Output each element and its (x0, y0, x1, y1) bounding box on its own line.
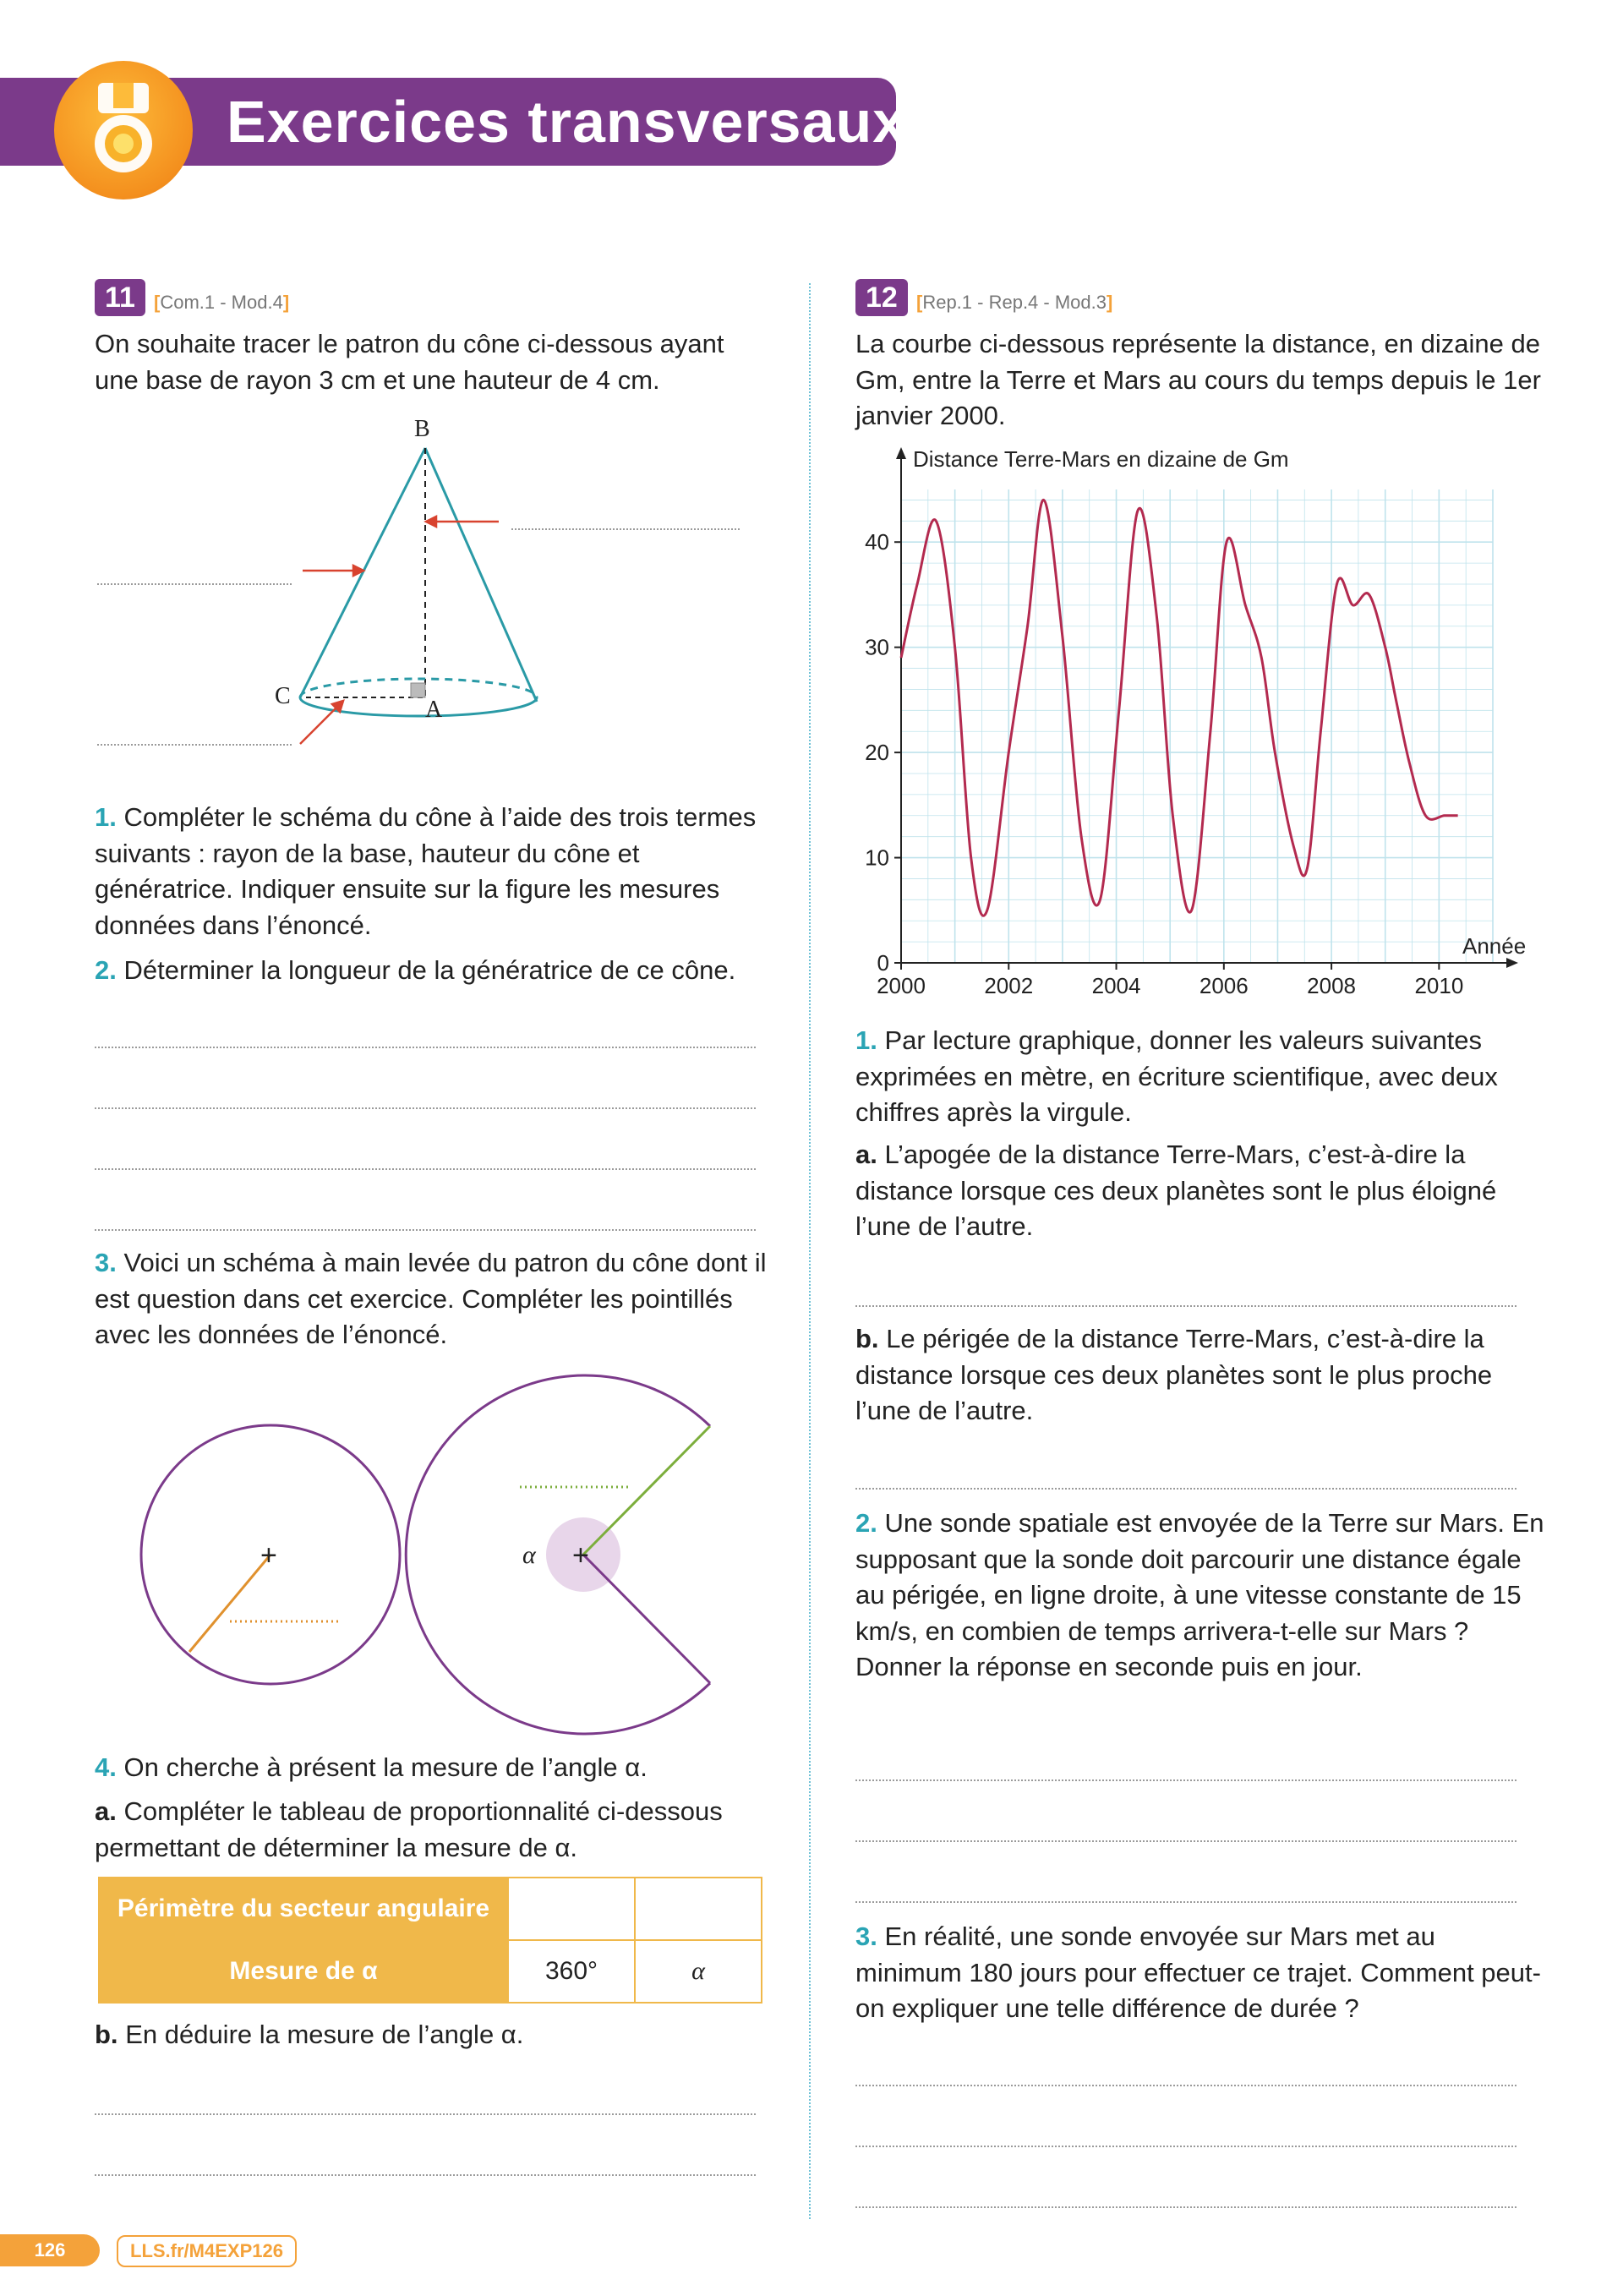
answer-line-q2-b[interactable] (855, 1840, 1516, 1842)
ex11-q4b-num: b. (95, 2020, 118, 2049)
answer-line-q1a[interactable] (855, 1305, 1516, 1307)
ex12-q3 (855, 1919, 1549, 2027)
y-tick-label: 30 (865, 634, 889, 660)
ex12-q1b (855, 1321, 1549, 1430)
exercise-ref-12: [Rep.1 - Rep.4 - Mod.3] (916, 292, 1113, 313)
answer-line-q2-a[interactable] (855, 1779, 1516, 1781)
ex11-q3-num: 3. (95, 1248, 117, 1277)
x-tick-label: 2008 (1307, 973, 1357, 998)
answer-line-q2-2[interactable] (95, 1107, 756, 1109)
answer-line-q4b-1[interactable] (95, 2113, 756, 2115)
label-C: C (275, 683, 291, 709)
ex11-q4-text: On cherche à présent la mesure de l’angle α. (123, 1752, 648, 1782)
chart-xlabel: Année (1462, 933, 1527, 959)
right-angle-mark (411, 683, 425, 697)
y-tick-label: 0 (877, 950, 889, 976)
table-cell-empty-1[interactable] (508, 1878, 635, 1940)
table-header-perimeter: Périmètre du secteur angulaire (99, 1878, 508, 1940)
ex11-q3-text: Voici un schéma à main levée du patron du cône dont il est question dans cet exercice. Compléter les pointillés avec les données de l’énoncé. (95, 1248, 767, 1349)
ex11-q2-num: 2. (95, 955, 117, 985)
ex12-q1 (855, 1023, 1549, 1131)
ex11-q4a-text: Compléter le tableau de proportionnalité ci-dessous permettant de déterminer la mesure de α. (95, 1796, 723, 1862)
y-tick-label: 20 (865, 740, 889, 766)
angle-alpha-label: α (522, 1541, 536, 1569)
table-header-angle: Mesure de α (99, 1940, 508, 2003)
ex12-q2 (855, 1506, 1549, 1686)
ex12-q1a-text: L’apogée de la distance Terre-Mars, c’est-à-dire la distance lorsque ces deux planètes sont le plus éloigné l’une de l’autre. (855, 1140, 1497, 1241)
cone-net-figure (135, 1365, 727, 1737)
column-divider (809, 283, 811, 2219)
answer-line-q3-a[interactable] (855, 2085, 1516, 2086)
ex11-q4b (95, 2017, 771, 2053)
x-tick-label: 2004 (1091, 973, 1141, 998)
answer-line-q2-4[interactable] (95, 1229, 756, 1231)
arrow-height (426, 517, 499, 527)
exercise-number-12: 12 (855, 279, 908, 316)
ex11-intro: On souhaite tracer le patron du cône ci-dessous ayant une base de rayon 3 cm et une hauteur de 4 cm. (95, 329, 724, 395)
ex11-q1-num: 1. (95, 802, 117, 832)
x-axis-arrow (1506, 958, 1518, 968)
table-cell-alpha: α (635, 1940, 762, 2003)
ex12-q1a (855, 1137, 1549, 1245)
label-A: A (425, 697, 443, 723)
answer-line-cone-3[interactable] (97, 744, 292, 746)
ex12-q1-num: 1. (855, 1025, 877, 1055)
medal-icon (54, 61, 193, 200)
y-axis-arrow (896, 447, 906, 459)
x-tick-label: 2010 (1414, 973, 1464, 998)
x-tick-label: 2006 (1199, 973, 1249, 998)
net-base-radius (189, 1555, 270, 1652)
ex11-q1 (95, 800, 771, 943)
proportionality-table (98, 1877, 762, 2004)
x-tick-label: 2002 (984, 973, 1034, 998)
page-title: Exercices transversaux (227, 89, 907, 155)
answer-line-q1b[interactable] (855, 1488, 1516, 1490)
ex12-intro: La courbe ci-dessous représente la distance, en dizaine de Gm, entre la Terre et Mars au cours du temps depuis le 1er janvier 2000. (855, 329, 1541, 430)
exercise-ref-11-text: Com.1 - Mod.4 (160, 292, 283, 313)
net-base-center: + (260, 1539, 277, 1572)
table-cell-empty-2[interactable] (635, 1878, 762, 1940)
ex12-q3-text: En réalité, une sonde envoyée sur Mars met au minimum 180 jours pour effectuer ce trajet. Comment peut-on expliquer une telle différence de durée ? (855, 1922, 1541, 2023)
answer-line-q3-b[interactable] (855, 2146, 1516, 2147)
answer-line-cone-1[interactable] (511, 528, 740, 530)
ex11-q1-text: Compléter le schéma du cône à l’aide des trois termes suivants : rayon de la base, hauteur du cône et génératrice. Indiquer ensuite sur la figure les mesures données dans l’énoncé. (95, 802, 757, 940)
ex11-q4b-text: En déduire la mesure de l’angle α. (125, 2020, 524, 2049)
page-number: 126 (0, 2234, 100, 2266)
answer-line-q2-1[interactable] (95, 1047, 756, 1048)
ex12-q2-num: 2. (855, 1508, 877, 1538)
table-row (99, 1940, 762, 2003)
ex12-q1b-text: Le périgée de la distance Terre-Mars, c’est-à-dire la distance lorsque ces deux planètes sont le plus proche l’une de l’autre. (855, 1324, 1493, 1425)
y-tick-label: 40 (865, 529, 889, 555)
ex12-q1-text: Par lecture graphique, donner les valeurs suivantes exprimées en mètre, en écriture scientifique, avec deux chiffres après la virgule. (855, 1025, 1498, 1127)
ex11-q2 (95, 953, 771, 989)
exercise-number-11: 11 (95, 279, 145, 316)
ex12-q2-text: Une sonde spatiale est envoyée de la Terre sur Mars. En supposant que la sonde doit parcourir une distance égale au périgée, en ligne droite, à une vitesse constante de 15 km/s, en combien de temps arrivera-t-elle sur Mars ? Donner la réponse en seconde puis en jour. (855, 1508, 1544, 1681)
chart-ylabel: Distance Terre-Mars en dizaine de Gm (913, 446, 1289, 472)
answer-line-cone-2[interactable] (97, 583, 292, 585)
answer-line-q2-c[interactable] (855, 1901, 1516, 1903)
footer-link[interactable]: LLS.fr/M4EXP126 (117, 2235, 297, 2267)
answer-line-q3-c[interactable] (855, 2206, 1516, 2208)
ex12-q1a-num: a. (855, 1140, 877, 1169)
ex11-q4 (95, 1750, 771, 1786)
ex11-q4a-num: a. (95, 1796, 117, 1826)
label-B: B (414, 416, 430, 442)
table-row (99, 1878, 762, 1940)
cone-side-left (300, 448, 425, 697)
ex11-q4-num: 4. (95, 1752, 117, 1782)
ex11-q3 (95, 1245, 771, 1353)
net-sector-center: + (572, 1539, 589, 1572)
net-sector-edge-top (583, 1426, 710, 1555)
ex11-q2-text: Déterminer la longueur de la génératrice de ce cône. (123, 955, 736, 985)
chart-axes (896, 447, 1518, 968)
distance-chart (845, 446, 1538, 1013)
net-sector-edge-bottom (583, 1555, 710, 1683)
answer-line-q4b-2[interactable] (95, 2174, 756, 2176)
ex11-q4a (95, 1794, 771, 1866)
arrow-generatrix (303, 566, 363, 576)
exercise-ref-11: [Com.1 - Mod.4] (154, 292, 290, 313)
cone-side-right (425, 448, 537, 702)
exercise-ref-12-text: Rep.1 - Rep.4 - Mod.3 (922, 292, 1107, 313)
answer-line-q2-3[interactable] (95, 1168, 756, 1170)
ex12-q3-num: 3. (855, 1922, 877, 1951)
ex12-q1b-num: b. (855, 1324, 879, 1353)
chart-series-line (901, 500, 1458, 916)
table-cell-360: 360° (508, 1940, 635, 2003)
x-tick-label: 2000 (877, 973, 926, 998)
y-tick-label: 10 (865, 845, 889, 871)
